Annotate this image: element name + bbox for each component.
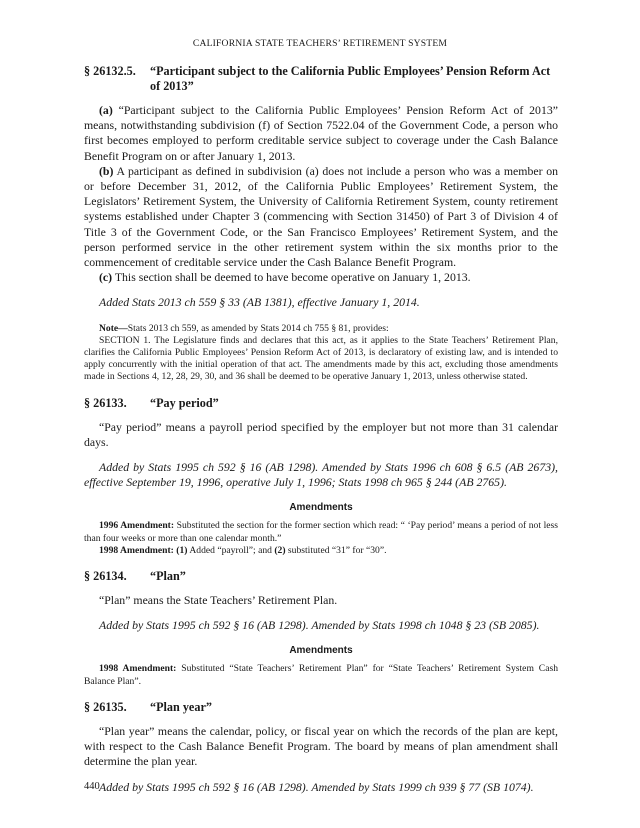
section-title: “Pay period” <box>150 395 219 410</box>
section-heading-26133 <box>84 396 558 411</box>
section-number: § 26134. <box>84 569 127 584</box>
section-number: § 26132.5. <box>84 64 136 78</box>
spacer <box>84 688 558 700</box>
section-title: “Plan year” <box>150 699 212 714</box>
amendment-part-text: substituted “31” for “30”. <box>285 544 387 556</box>
note-label: Note— <box>99 322 128 334</box>
section-heading-26132-5 <box>84 64 558 94</box>
section-number: § 26133. <box>84 395 127 410</box>
amendments-heading: Amendments <box>289 645 353 657</box>
amendment-label: 1998 Amendment: <box>99 544 174 556</box>
amendment-part-label: (1) <box>176 544 188 556</box>
amendment-label: 1998 Amendment: <box>99 663 177 675</box>
running-header: CALIFORNIA STATE TEACHERS’ RETIREMENT SYSTEM <box>192 38 448 49</box>
subdivision-text: A participant as defined in subdivision (a) does not include a person who was a member on or before December 31, 2012, of the California Public Employees’ Retirement System, the Legislators’ Retirement System, the University of California Retirement System, county retirement systems established under Chapter 3 (commencing with Section 31450) of Part 3 of Division 4 of Title 3 of the Government Code, or the San Francisco Employees’ Retirement System, and the person performed service in the other retirement system within the six months prior to the commencement of creditable service under the Cash Balance Benefit Program. <box>84 163 558 270</box>
amendment-text: Substituted the section for the former section which read: “ ‘Pay period’ means a period of not less than four weeks or more than one calendar month.” <box>84 520 558 544</box>
page-content <box>84 64 558 807</box>
spacer <box>84 384 558 396</box>
subdivision-text: “Participant subject to the California Public Employees’ Pension Reform Act of 2013” means, notwithstanding subdivision (f) of Section 7522.04 of the Government Code, a person who first becomes employed to perform creditable service subject to coverage under the Cash Balance Benefit Program on or after January 1, 2013. <box>84 103 558 163</box>
note-text: Stats 2013 ch 559, as amended by Stats 2014 ch 755 § 81, provides: <box>127 322 389 334</box>
section-text: “Plan” means the State Teachers’ Retirement Plan. <box>99 593 338 608</box>
section-heading-26134 <box>84 569 558 584</box>
history-note: Added by Stats 1995 ch 592 § 16 (AB 1298). Amended by Stats 1999 ch 939 § 77 (SB 1074). <box>99 779 534 794</box>
subdivision-text: This section shall be deemed to have become operative on January 1, 2013. <box>112 270 471 285</box>
page-number: 440 <box>84 781 100 792</box>
section-heading-26135 <box>84 700 558 715</box>
history-note: Added by Stats 1995 ch 592 § 16 (AB 1298). Amended by Stats 1996 ch 608 § 6.5 (AB 2673), effective September 19, 1996, operative July 1, 1996; Stats 1998 ch 965 § 244 (AB 2765). <box>84 460 558 490</box>
editor-note <box>84 323 558 335</box>
section-title: “Participant subject to the California Public Employees’ Pension Reform Act of 2013” <box>150 64 551 93</box>
amendment-part-text: Added “payroll”; and <box>187 544 275 556</box>
amendment-1996 <box>84 520 558 544</box>
amendment-text: Substituted “State Teachers’ Retirement Plan” for “State Teachers’ Retirement System Cash Balance Plan”. <box>84 663 558 687</box>
subdivision-a <box>84 103 558 164</box>
spacer <box>84 557 558 569</box>
history-note: Added by Stats 1995 ch 592 § 16 (AB 1298). Amended by Stats 1998 ch 1048 § 23 (SB 2085). <box>99 618 540 633</box>
amendments-heading: Amendments <box>289 502 353 514</box>
note-section-text: SECTION 1. The Legislature finds and declares that this act, as it applies to the State Teachers’ Retirement Plan, clarifies the California Public Employees’ Pension Reform Act of 2013, is declaratory of existing law, and is intended to apply concurrently with the initial operation of that act. The amendments made by this act, excluding those amendments made in Sections 4, 12, 28, 29, 30, and 36 shall be deemed to be operative January 1, 2013, unless otherwise stated. <box>84 334 558 383</box>
amendment-label: 1996 Amendment: <box>99 520 175 532</box>
subdivision-b <box>84 164 558 270</box>
section-text: “Plan year” means the calendar, policy, or fiscal year on which the records of the plan are kept, with respect to the Cash Balance Benefit Program. The board by means of plan amendment shall determine the plan year. <box>84 723 558 769</box>
amendment-1998 <box>84 663 558 687</box>
subdivision-label: (c) <box>99 270 113 285</box>
amendment-1998 <box>84 545 558 557</box>
section-number: § 26135. <box>84 699 127 714</box>
subdivision-label: (b) <box>99 163 114 178</box>
subdivision-label: (a) <box>99 103 113 117</box>
section-text: “Pay period” means a payroll period specified by the employer but not more than 31 calendar days. <box>84 419 558 449</box>
subdivision-c <box>84 270 558 285</box>
history-note: Added Stats 2013 ch 559 § 33 (AB 1381), effective January 1, 2014. <box>99 295 420 310</box>
section-title: “Plan” <box>150 569 186 584</box>
amendment-part-label: (2) <box>274 544 286 556</box>
